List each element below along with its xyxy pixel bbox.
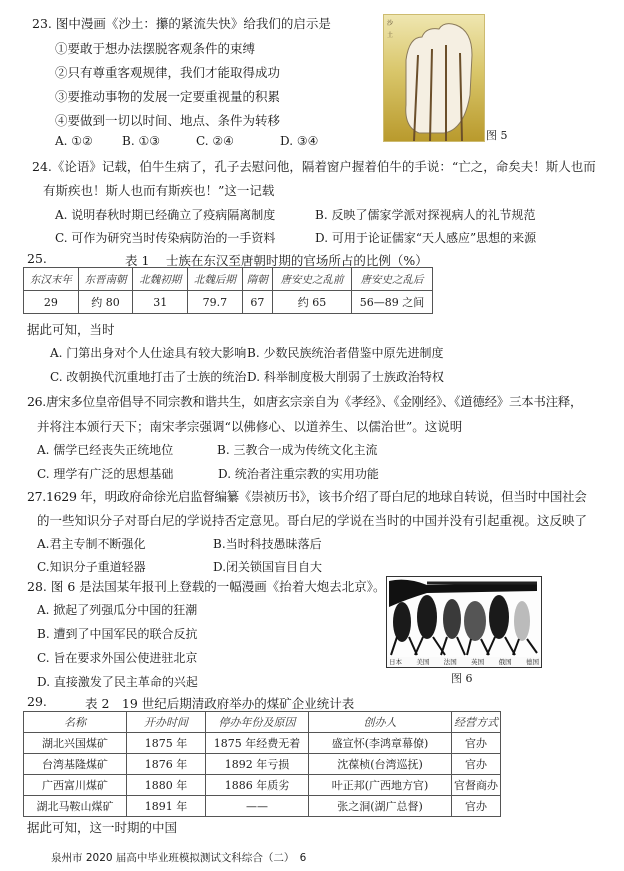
table-2-cell: 1876 年 <box>127 754 206 775</box>
table-1-header-row <box>24 268 433 291</box>
q23-stem: 23. 图中漫画《沙土：攥的紧流失快》给我们的启示是 <box>32 16 331 31</box>
table-1-cell: 约 80 <box>78 291 133 314</box>
q24-stem-line1: 24.《论语》记载，伯牛生病了，孔子去慰问他，隔着窗户握着伯牛的手说：“亡之，命矣夫！斯人也而 <box>32 159 596 174</box>
q28-option-b: B. 遭到了中国军民的联合反抗 <box>37 627 198 641</box>
table-1-header: 北魏后期 <box>188 268 243 291</box>
cannon-to-beijing-cartoon-image <box>386 576 542 668</box>
q28-option-c: C. 旨在要求外国公使进驻北京 <box>37 651 198 665</box>
table-2-cell: 湖北兴国煤矿 <box>24 733 127 754</box>
table-1-header: 唐安史之乱后 <box>352 268 433 291</box>
q24-stem-line2: 有斯疾也！斯人也而有斯疾也！”这一记载 <box>43 183 275 198</box>
q26-option-d: D. 统治者注重宗教的实用功能 <box>218 467 379 481</box>
table-2-cell: 盛宣怀(李鸿章幕僚) <box>309 733 452 754</box>
table-1-header: 隋朝 <box>242 268 272 291</box>
q27-option-d: D.闭关锁国盲目自大 <box>213 560 323 574</box>
q27-option-c: C.知识分子重道轻器 <box>37 560 146 574</box>
table-1-header: 东晋南朝 <box>78 268 133 291</box>
q27-option-a: A.君主专制不断强化 <box>37 537 146 551</box>
q25-number: 25. <box>27 251 47 266</box>
q23-option-a: A. ①② <box>55 134 93 148</box>
table-1-cell: 29 <box>24 291 79 314</box>
q27-stem-line2: 的一些知识分子对哥白尼的学说持否定意见。哥白尼的学说在当时的中国并没有引起重视。这反映了 <box>37 513 588 528</box>
svg-text:土: 土 <box>387 32 394 39</box>
table-2-header: 停办年份及原因 <box>206 712 309 733</box>
table-2-cell: 广西富川煤矿 <box>24 775 127 796</box>
table-2-title: 表 2 19 世纪后期清政府举办的煤矿企业统计表 <box>85 696 355 711</box>
figure-6-country-labels <box>389 657 539 666</box>
q25-lead: 据此可知，当时 <box>27 322 115 337</box>
q26-stem-line1: 26.唐宋多位皇帝倡导不同宗教和谐共生，如唐玄宗亲自为《孝经》、《金刚经》、《道德经》三本书注释， <box>27 394 583 409</box>
table-2-header: 创办人 <box>309 712 452 733</box>
q23-item-2: ②只有尊重客观规律，我们才能取得成功 <box>55 65 281 80</box>
q24-option-a: A. 说明春秋时期已经确立了疫病隔离制度 <box>55 208 276 222</box>
q24-option-b: B. 反映了儒家学派对探视病人的礼节规范 <box>315 208 536 222</box>
table-2-cell: 官办 <box>452 733 501 754</box>
q23-item-3: ③要推动事物的发展一定要重视量的积累 <box>55 89 281 104</box>
q26-option-c: C. 理学有广泛的思想基础 <box>37 467 174 481</box>
table-2-cell: 叶正邦(广西地方官) <box>309 775 452 796</box>
table-2 <box>23 711 501 817</box>
q28-stem: 28. 图 6 是法国某年报刊上登载的一幅漫画《抬着大炮去北京》。 <box>27 579 386 594</box>
table-2-cell: 官办 <box>452 796 501 817</box>
country-label: 日本 <box>389 658 402 666</box>
table-2-cell: 官督商办 <box>452 775 501 796</box>
q23-option-d: D. ③④ <box>280 134 319 148</box>
table-2-cell: —— <box>206 796 309 817</box>
table-2-cell: 1891 年 <box>127 796 206 817</box>
table-2-header: 名称 <box>24 712 127 733</box>
table-1-cell: 31 <box>133 291 188 314</box>
figure-5-caption: 图 5 <box>486 129 508 142</box>
soldiers-carrying-cannon-icon <box>387 577 541 657</box>
country-label: 俄国 <box>498 658 512 666</box>
table-2-row <box>24 733 501 754</box>
table-1-title: 表 1 士族在东汉至唐朝时期的官场所占的比例（%） <box>125 253 428 268</box>
q25-option-d: D. 科举制度极大削弱了士族政治特权 <box>247 370 444 384</box>
q24-option-c: C. 可作为研究当时传染病防治的一手资料 <box>55 231 276 245</box>
table-1-cell: 67 <box>242 291 272 314</box>
svg-text:沙: 沙 <box>387 20 394 27</box>
table-2-cell: 张之洞(湖广总督) <box>309 796 452 817</box>
country-label: 美国 <box>416 658 430 666</box>
table-1-header: 唐安史之乱前 <box>273 268 352 291</box>
table-2-cell: 1892 年亏损 <box>206 754 309 775</box>
q23-option-b: B. ①③ <box>122 134 160 148</box>
q26-stem-line2: 并将注本颁行天下；南宋孝宗强调“以佛修心、以道养生、以儒治世”。这说明 <box>37 419 463 434</box>
table-1-header: 东汉末年 <box>24 268 79 291</box>
q26-option-b: B. 三教合一成为传统文化主流 <box>217 443 378 457</box>
q28-option-d: D. 直接激发了民主革命的兴起 <box>37 675 198 689</box>
table-2-cell: 1875 年 <box>127 733 206 754</box>
table-2-cell: 官办 <box>452 754 501 775</box>
q26-option-a: A. 儒学已经丧失正统地位 <box>37 443 174 457</box>
q27-stem-line1: 27.1629 年，明政府命徐光启监督编纂《崇祯历书》，该书介绍了哥白尼的地球自转说，但当时中国社会 <box>27 489 587 504</box>
table-2-cell: 沈葆桢(台湾巡抚) <box>309 754 452 775</box>
table-1-value-row <box>24 291 433 314</box>
q23-item-4: ④要做到一切以时间、地点、条件为转移 <box>55 113 281 128</box>
page-footer: 泉州市 2020 届高中毕业班模拟测试文科综合（二） 6 <box>51 852 307 864</box>
table-2-cell: 湖北马鞍山煤矿 <box>24 796 127 817</box>
q23-option-c: C. ②④ <box>196 134 234 148</box>
table-1-cell: 约 65 <box>273 291 352 314</box>
table-2-header-row <box>24 712 501 733</box>
q23-item-1: ①要敢于想办法摆脱客观条件的束缚 <box>55 41 256 56</box>
table-1-header: 北魏初期 <box>133 268 188 291</box>
table-1-cell: 56—89 之间 <box>352 291 433 314</box>
table-2-cell: 1875 年经费无着 <box>206 733 309 754</box>
table-2-row <box>24 796 501 817</box>
q28-option-a: A. 掀起了列强瓜分中国的狂潮 <box>37 603 198 617</box>
q27-option-b: B.当时科技愚昧落后 <box>213 537 322 551</box>
country-label: 法国 <box>443 658 457 666</box>
table-2-row <box>24 754 501 775</box>
hand-sand-icon <box>384 15 484 141</box>
table-2-cell: 台湾基隆煤矿 <box>24 754 127 775</box>
q25-option-b: B. 少数民族统治者借鉴中原先进制度 <box>247 346 444 360</box>
country-label: 德国 <box>525 658 539 666</box>
table-2-row <box>24 775 501 796</box>
figure-6-caption: 图 6 <box>451 672 473 685</box>
table-2-cell: 1880 年 <box>127 775 206 796</box>
q25-option-c: C. 改朝换代沉重地打击了士族的统治 <box>50 370 247 384</box>
q25-option-a: A. 门第出身对个人仕途具有较大影响 <box>50 346 247 360</box>
table-1 <box>23 267 433 314</box>
q29-lead: 据此可知，这一时期的中国 <box>27 820 178 835</box>
q24-option-d: D. 可用于论证儒家“天人感应”思想的来源 <box>315 231 537 245</box>
table-2-cell: 1886 年质劣 <box>206 775 309 796</box>
q29-number: 29. <box>27 694 47 709</box>
country-label: 英国 <box>471 658 485 666</box>
table-2-header: 经营方式 <box>452 712 501 733</box>
table-1-cell: 79.7 <box>188 291 243 314</box>
sand-fist-cartoon-image <box>383 14 485 142</box>
table-2-header: 开办时间 <box>127 712 206 733</box>
